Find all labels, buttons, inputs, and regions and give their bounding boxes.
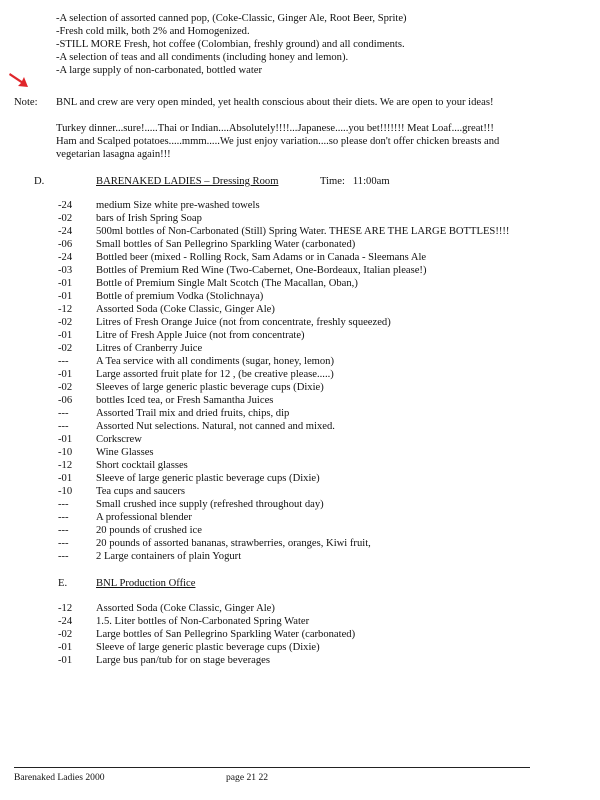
section-d-time (320, 175, 390, 188)
footer-rule (14, 767, 530, 768)
item-description: Short cocktail glasses (96, 460, 188, 471)
item-description: bottles Iced tea, or Fresh Samantha Juices (96, 395, 274, 406)
section-d-title: BARENAKED LADIES – Dressing Room (96, 176, 279, 187)
time-label: Time: (320, 176, 345, 187)
item-description: 2 Large containers of plain Yogurt (96, 551, 242, 562)
item-description: Sleeve of large generic plastic beverage cups (Dixie) (96, 473, 320, 484)
item-quantity: --- (58, 356, 69, 367)
item-quantity: -06 (58, 395, 73, 406)
time-value: 11:00am (352, 176, 390, 187)
item-quantity: -12 (58, 460, 73, 471)
item-quantity: -12 (58, 603, 73, 614)
intro-line: -A large supply of non-carbonated, bottled water (56, 65, 263, 76)
item-quantity: -01 (58, 330, 73, 341)
section-d-letter: D. (34, 176, 45, 187)
item-quantity: -01 (58, 291, 73, 302)
item-quantity: --- (58, 551, 69, 562)
item-description: Small bottles of San Pellegrino Sparkling Water (carbonated) (96, 239, 356, 250)
item-quantity: -02 (58, 343, 73, 354)
item-quantity: -01 (58, 278, 73, 289)
note-first-line: BNL and crew are very open minded, yet health conscious about their diets. We are open to your ideas! (56, 97, 494, 108)
item-description: Litre of Fresh Apple Juice (not from concentrate) (96, 330, 305, 341)
item-description: Corkscrew (96, 434, 142, 445)
item-quantity: -01 (58, 473, 73, 484)
intro-line: -STILL MORE Fresh, hot coffee (Colombian, freshly ground) and all condiments. (56, 39, 405, 50)
section-e-title: BNL Production Office (96, 578, 196, 589)
item-description: 20 pounds of crushed ice (96, 525, 202, 536)
item-quantity: --- (58, 499, 69, 510)
item-description: Large bus pan/tub for on stage beverages (96, 655, 270, 666)
item-quantity: --- (58, 408, 69, 419)
item-description: Sleeve of large generic plastic beverage cups (Dixie) (96, 642, 320, 653)
item-description: Assorted Soda (Coke Classic, Ginger Ale) (96, 304, 275, 315)
item-description: Sleeves of large generic plastic beverage cups (Dixie) (96, 382, 324, 393)
item-description: Bottle of premium Vodka (Stolichnaya) (96, 291, 264, 302)
note-paragraph-line: Ham and Scalped potatoes.....mmm.....We just enjoy variation....so please don't offer chicken breasts and (56, 136, 500, 147)
red-arrow-icon (8, 71, 30, 89)
item-quantity: -02 (58, 317, 73, 328)
item-quantity: -01 (58, 434, 73, 445)
item-description: 1.5. Liter bottles of Non-Carbonated Spring Water (96, 616, 310, 627)
item-quantity: -01 (58, 369, 73, 380)
note-label: Note: (14, 97, 38, 108)
item-quantity: -12 (58, 304, 73, 315)
item-description: Litres of Fresh Orange Juice (not from concentrate, freshly squeezed) (96, 317, 391, 328)
item-description: Assorted Soda (Coke Classic, Ginger Ale) (96, 603, 275, 614)
item-quantity: -10 (58, 486, 73, 497)
item-quantity: -03 (58, 265, 73, 276)
item-quantity: --- (58, 525, 69, 536)
item-description: Bottled beer (mixed - Rolling Rock, Sam Adams or in Canada - Sleemans Ale (96, 252, 427, 263)
item-quantity: -10 (58, 447, 73, 458)
item-description: Wine Glasses (96, 447, 154, 458)
footer-title: Barenaked Ladies 2000 (14, 772, 105, 783)
item-description: Tea cups and saucers (96, 486, 185, 497)
item-quantity: --- (58, 538, 69, 549)
item-description: Bottle of Premium Single Malt Scotch (The Macallan, Oban,) (96, 278, 358, 289)
note-paragraph-line: vegetarian lasagna again!!! (56, 149, 171, 160)
item-quantity: -02 (58, 213, 73, 224)
item-description: A Tea service with all condiments (sugar, honey, lemon) (96, 356, 335, 367)
item-description: bars of Irish Spring Soap (96, 213, 202, 224)
item-description: Assorted Nut selections. Natural, not canned and mixed. (96, 421, 335, 432)
item-description: 500ml bottles of Non-Carbonated (Still) Spring Water. THESE ARE THE LARGE BOTTLES!!!! (96, 226, 510, 237)
item-description: Litres of Cranberry Juice (96, 343, 203, 354)
footer-page-number: page 21 22 (226, 772, 269, 783)
section-e-letter: E. (58, 578, 68, 589)
item-description: A professional blender (96, 512, 192, 523)
item-quantity: --- (58, 512, 69, 523)
item-quantity: -02 (58, 629, 73, 640)
intro-line: -A selection of assorted canned pop, (Coke-Classic, Ginger Ale, Root Beer, Sprite) (56, 13, 407, 24)
item-quantity: -24 (58, 200, 73, 211)
item-description: medium Size white pre-washed towels (96, 200, 260, 211)
item-quantity: -01 (58, 642, 73, 653)
item-description: Bottles of Premium Red Wine (Two-Cabernet, One-Bordeaux, Italian please!) (96, 265, 427, 276)
item-quantity: --- (58, 421, 69, 432)
item-description: Small crushed ince supply (refreshed throughout day) (96, 499, 324, 510)
item-description: Assorted Trail mix and dried fruits, chips, dip (96, 408, 290, 419)
item-quantity: -24 (58, 226, 73, 237)
intro-line: -Fresh cold milk, both 2% and Homogenized. (56, 26, 250, 37)
item-quantity: -24 (58, 252, 73, 263)
intro-line: -A selection of teas and all condiments (including honey and lemon). (56, 52, 349, 63)
item-description: Large bottles of San Pellegrino Sparkling Water (carbonated) (96, 629, 356, 640)
item-quantity: -01 (58, 655, 73, 666)
note-paragraph-line: Turkey dinner...sure!.....Thai or Indian....Absolutely!!!!...Japanese.....you bet!!!!!!! Meat Loaf....great!!! (56, 123, 494, 134)
item-description: 20 pounds of assorted bananas, strawberries, oranges, Kiwi fruit, (96, 538, 371, 549)
item-description: Large assorted fruit plate for 12 , (be creative please.....) (96, 369, 334, 380)
item-quantity: -24 (58, 616, 73, 627)
item-quantity: -06 (58, 239, 73, 250)
item-quantity: -02 (58, 382, 73, 393)
